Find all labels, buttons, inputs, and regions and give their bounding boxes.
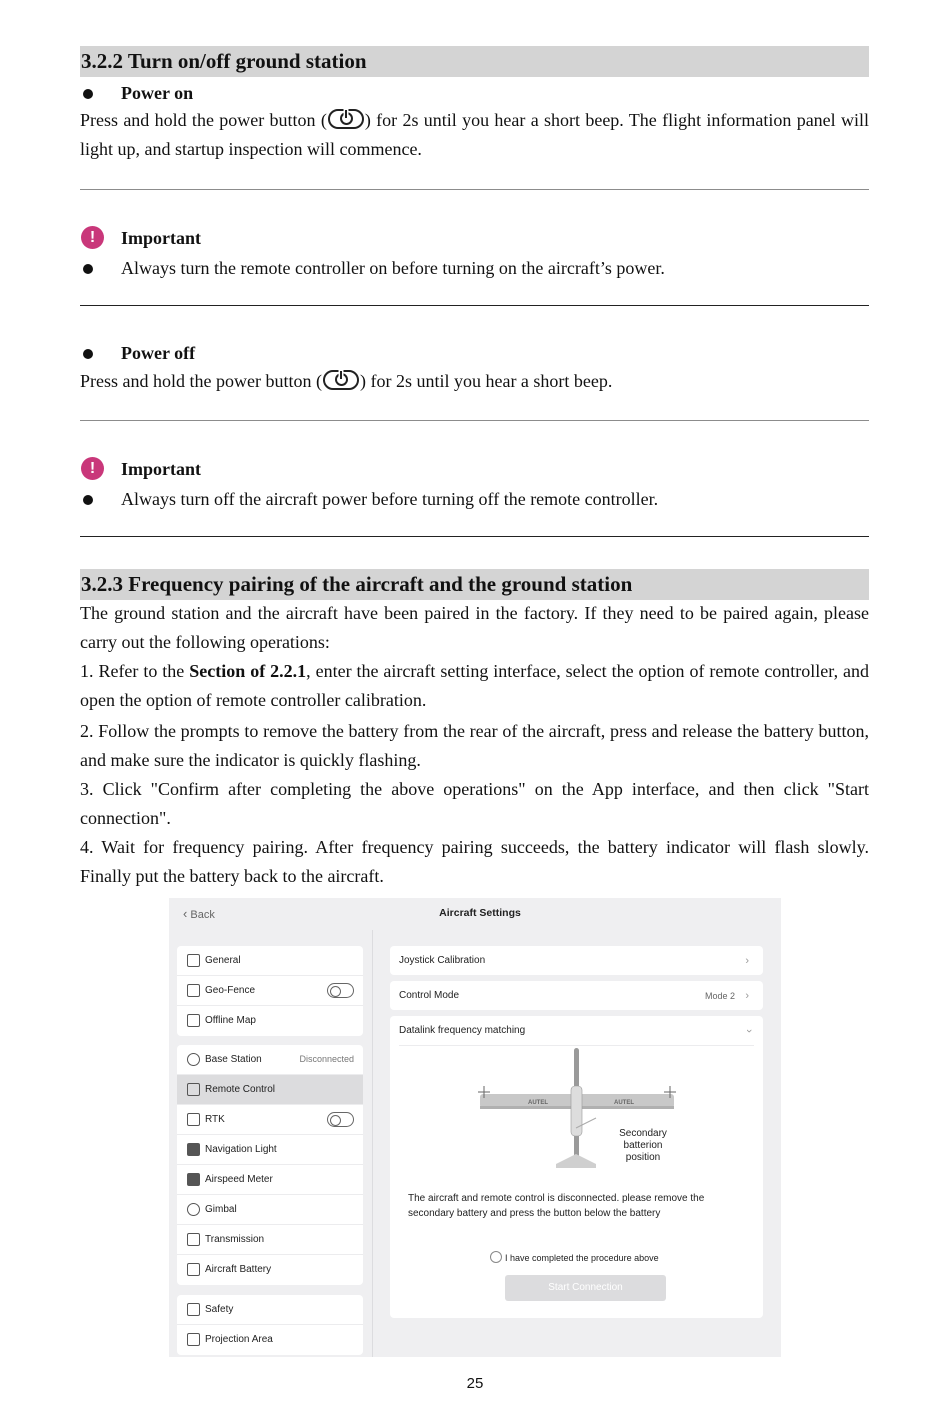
power-on-paragraph <box>80 106 869 164</box>
power-on-text-b: ) for 2s until you hear a short beep. The flight information panel will light up, and startup inspection will commence. <box>80 110 869 159</box>
control-mode-row[interactable]: Control Mode Mode 2 › <box>390 981 763 1010</box>
gimbal-icon <box>187 1203 200 1216</box>
chevron-down-icon: › <box>743 1029 756 1033</box>
menu-item-geo-fence[interactable]: Geo-Fence <box>177 976 363 1006</box>
rtk-toggle[interactable] <box>327 1112 354 1127</box>
status-badge: Disconnected <box>299 1054 354 1064</box>
important-icon: ! <box>81 457 104 480</box>
divider <box>80 536 869 537</box>
divider <box>80 305 869 306</box>
hd-icon <box>187 1233 200 1246</box>
control-mode-value: Mode 2 <box>704 991 735 1001</box>
menu-item-base-station[interactable]: Base Station Disconnected <box>177 1045 363 1075</box>
bullet-dot <box>83 264 93 274</box>
app-title: Aircraft Settings <box>439 907 521 919</box>
menu-item-aircraft-battery[interactable]: Aircraft Battery <box>177 1255 363 1285</box>
power-on-text-a: Press and hold the power button ( <box>80 110 327 130</box>
menu-item-navigation-light[interactable]: Navigation Light <box>177 1135 363 1165</box>
wing-brand-right: AUTEL <box>614 1100 634 1106</box>
general-icon <box>187 954 200 967</box>
divider <box>80 189 869 190</box>
airspeed-icon <box>187 1173 200 1186</box>
bullet-dot <box>83 349 93 359</box>
important-label: Important <box>121 459 201 479</box>
power-off-label: Power off <box>121 343 196 363</box>
menu-group-1 <box>177 946 363 1036</box>
page-number: 25 <box>466 1375 484 1392</box>
battery-icon <box>187 1263 200 1276</box>
important-label: Important <box>121 228 201 248</box>
menu-group-3 <box>177 1295 363 1355</box>
menu-item-projection-area[interactable]: Projection Area <box>177 1325 363 1355</box>
radio-circle-icon[interactable] <box>490 1251 502 1263</box>
menu-group-2 <box>177 1045 363 1285</box>
step-2: 2. Follow the prompts to remove the battery from the rear of the aircraft, press and release the battery button, and make sure the indicator is quickly flashing. <box>80 721 869 770</box>
menu-item-safety[interactable]: Safety <box>177 1295 363 1325</box>
menu-item-gimbal[interactable]: Gimbal <box>177 1195 363 1225</box>
battery-position-caption: Secondary batterion position <box>619 1128 667 1163</box>
chevron-right-icon: › <box>745 955 749 967</box>
light-icon <box>187 1143 200 1156</box>
projection-icon <box>187 1333 200 1346</box>
base-station-icon <box>187 1053 200 1066</box>
divider <box>80 420 869 421</box>
shield-icon <box>187 1303 200 1316</box>
section-reference: Section of 2.2.1 <box>189 661 307 681</box>
rtk-icon <box>187 1113 200 1126</box>
power-off-text-a: Press and hold the power button ( <box>80 371 322 391</box>
power-on-label: Power on <box>121 83 194 103</box>
aircraft-settings-screenshot <box>169 898 781 1357</box>
menu-item-remote-control[interactable]: Remote Control <box>177 1075 363 1105</box>
completed-procedure-checkbox[interactable]: I have completed the procedure above <box>490 1251 659 1263</box>
chevron-left-icon: ‹ <box>183 906 188 921</box>
disconnect-message: The aircraft and remote control is disconnected. please remove the secondary battery and press the button below the battery <box>408 1193 705 1219</box>
menu-item-transmission[interactable]: Transmission <box>177 1225 363 1255</box>
datalink-label[interactable]: Datalink frequency matching <box>399 1025 526 1036</box>
pairing-steps <box>80 599 869 891</box>
datalink-panel <box>390 1016 763 1318</box>
bullet-dot <box>83 89 93 99</box>
important-icon: ! <box>81 226 104 249</box>
menu-item-rtk[interactable]: RTK <box>177 1105 363 1135</box>
geo-fence-toggle[interactable] <box>327 983 354 998</box>
geofence-icon <box>187 984 200 997</box>
joystick-calibration-row[interactable]: Joystick Calibration › <box>390 946 763 975</box>
menu-item-offline-map[interactable]: Offline Map <box>177 1006 363 1036</box>
power-off-paragraph <box>80 367 869 396</box>
wing-brand-left: AUTEL <box>528 1100 548 1106</box>
section-heading-3-2-2: 3.2.2 Turn on/off ground station <box>80 46 869 77</box>
power-off-text-b: ) for 2s until you hear a short beep. <box>359 371 613 391</box>
menu-item-general[interactable]: General <box>177 946 363 976</box>
step-1: 1. Refer to the Section of 2.2.1, enter the aircraft setting interface, select the option of remote controller, and open the option of remote controller calibration. <box>80 661 869 710</box>
power-button-icon <box>328 109 364 129</box>
section-heading-3-2-3: 3.2.3 Frequency pairing of the aircraft and the ground station <box>80 569 869 600</box>
important-2-text: Always turn off the aircraft power before turning off the remote controller. <box>121 489 659 509</box>
app-topbar <box>169 898 781 930</box>
back-button[interactable]: ‹ Back <box>183 906 215 921</box>
start-connection-button[interactable]: Start Connection <box>505 1275 666 1301</box>
map-icon <box>187 1014 200 1027</box>
remote-control-icon <box>187 1083 200 1096</box>
intro-paragraph: The ground station and the aircraft have been paired in the factory. If they need to be paired again, please carry out the following operations: <box>80 603 869 652</box>
important-1-text: Always turn the remote controller on before turning on the aircraft’s power. <box>121 258 665 278</box>
step-4: 4. Wait for frequency pairing. After frequency pairing succeeds, the battery indicator will flash slowly. Finally put the battery back to the aircraft. <box>80 837 869 886</box>
power-button-icon <box>323 370 359 390</box>
step-3: 3. Click "Confirm after completing the above operations" on the App interface, and then click "Start connection". <box>80 779 869 828</box>
bullet-dot <box>83 495 93 505</box>
chevron-right-icon: › <box>745 990 749 1002</box>
panel-divider <box>372 930 373 1357</box>
menu-item-airspeed-meter[interactable]: Airspeed Meter <box>177 1165 363 1195</box>
